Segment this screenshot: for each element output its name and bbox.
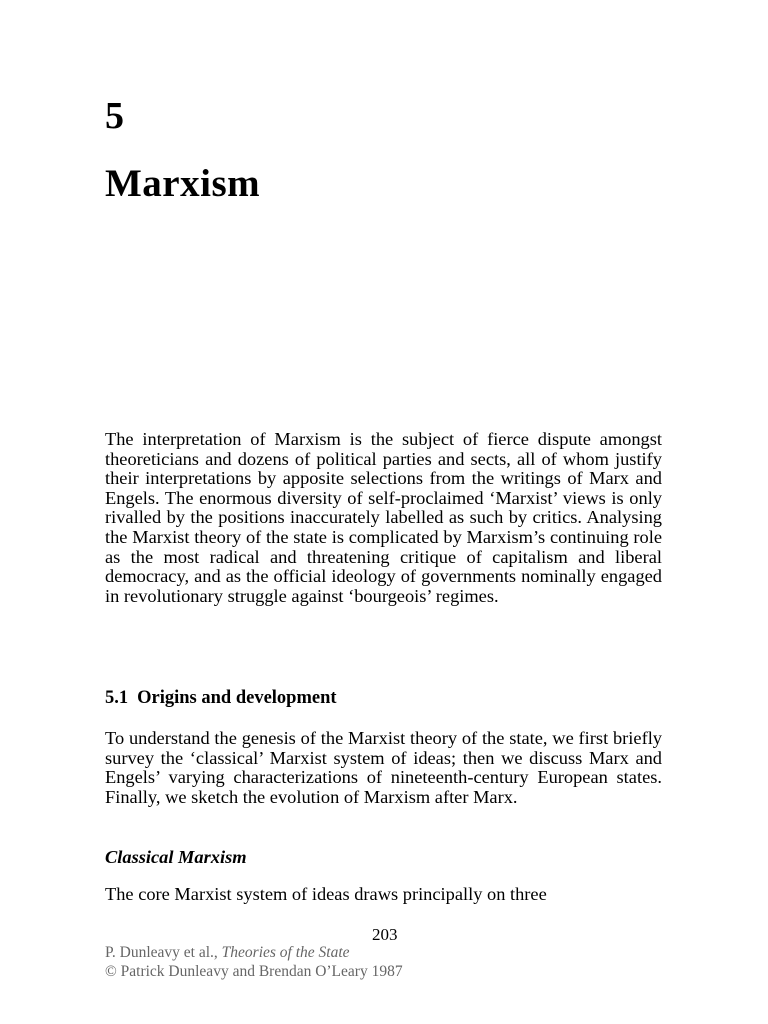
- section-title: Origins and development: [137, 688, 337, 708]
- intro-paragraph: The interpretation of Marxism is the subject of fierce dispute amongst theoreticians and dozens of political parties and sects, all of whom justify their interpretations by apposite selections from the writings of Marx and Engels. The enormous diversity of self-proclaimed ‘Marxist’ views is only rivalled by the positions inaccurately labelled as such by critics. Analysing the Marxist theory of the state is complicated by Marxism’s continuing role as the most radical and threatening critique of capitalism and liberal democracy, and as the official ideology of governments nominally engaged in revolutionary struggle against ‘bourgeois’ regimes.: [105, 429, 662, 606]
- footer-citation: [105, 943, 350, 962]
- subsection-paragraph: The core Marxist system of ideas draws principally on three: [105, 884, 547, 904]
- footer-copyright: © Patrick Dunleavy and Brendan O’Leary 1987: [105, 963, 403, 980]
- footer-citation-title: Theories of the State: [221, 944, 350, 961]
- page-number: 203: [372, 925, 398, 944]
- footer-citation-authors: P. Dunleavy et al.,: [105, 944, 218, 961]
- section-paragraph: To understand the genesis of the Marxist theory of the state, we first briefly survey the ‘classical’ Marxist system of ideas; then we discuss Marx and Engels’ varying characterizations of nineteenth-century European states. Finally, we sketch the evolution of Marxism after Marx.: [105, 728, 662, 807]
- chapter-number: 5: [105, 95, 124, 137]
- section-heading: [105, 686, 337, 710]
- subsection-heading: Classical Marxism: [105, 847, 247, 867]
- chapter-title: Marxism: [105, 162, 261, 205]
- section-number: 5.1: [105, 688, 129, 708]
